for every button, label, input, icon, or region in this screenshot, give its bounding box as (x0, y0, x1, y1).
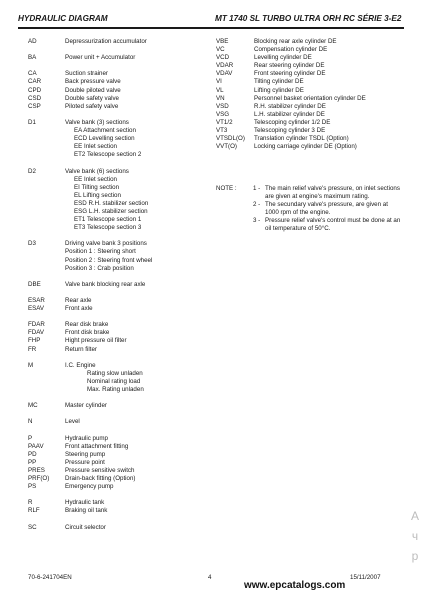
legend-row (28, 151, 208, 159)
legend-description: Rear steering cylinder DE (254, 62, 325, 70)
legend-description: L.H. stabilizer cylinder DE (254, 110, 325, 118)
legend-row (28, 87, 208, 95)
legend-description: EL Lifting section (74, 191, 121, 199)
legend-row (28, 265, 208, 273)
legend-row (216, 78, 406, 86)
legend-description: Locking carriage cylinder DE (Option) (254, 143, 357, 151)
header-rule (18, 27, 404, 29)
legend-row (28, 127, 208, 135)
legend-description: Hight pressure oil filter (65, 337, 127, 345)
legend-code: R (28, 499, 33, 507)
footer-page-number: 4 (208, 574, 212, 581)
legend-description: Telescoping cylinder 3 DE (254, 127, 326, 135)
note-number: 3 - (253, 217, 261, 225)
legend-code: PP (28, 458, 37, 466)
legend-row (28, 135, 208, 143)
legend-row (216, 119, 406, 127)
legend-code: VSD (216, 102, 229, 110)
legend-code (28, 184, 65, 192)
legend-left-column (28, 38, 208, 532)
legend-code: DBE (28, 280, 41, 288)
legend-description: Circuit selector (65, 523, 106, 531)
legend-description: Blocking rear axle cylinder DE (254, 38, 337, 45)
legend-row (28, 176, 208, 184)
legend-description: EA Attachment section (74, 127, 136, 135)
legend-code: FDAR (28, 321, 45, 329)
legend-row (28, 499, 208, 507)
legend-row (28, 329, 208, 337)
legend-row (28, 38, 208, 46)
note-item (253, 201, 403, 217)
legend-code: VVT(O) (216, 143, 237, 151)
spacer (28, 491, 208, 499)
legend-description: Position 3 : Crab position (65, 264, 134, 272)
legend-description: Translation cylinder TSDL (Option) (254, 135, 349, 143)
legend-code: VCD (216, 54, 230, 62)
spacer (28, 159, 208, 167)
legend-description: Nominal rating load (87, 377, 141, 385)
spacer (28, 232, 208, 240)
legend-code (28, 143, 65, 151)
legend-description: Emergency pump (65, 483, 114, 491)
legend-row (216, 38, 406, 46)
legend-description: Valve bank (3) sections (65, 118, 129, 126)
note-number: 2 - (253, 201, 261, 209)
legend-row (28, 216, 208, 224)
legend-description: ESG L.H. stabilizer section (74, 207, 148, 215)
legend-row (28, 297, 208, 305)
legend-row (28, 402, 208, 410)
note-text: The main relief valve's pressure, on inlet sections are given at engine's maximum rating. (265, 185, 400, 201)
footer-date: 15/11/2007 (350, 574, 381, 581)
spacer (28, 354, 208, 362)
legend-code: CPD (28, 86, 42, 94)
legend-code: N (28, 418, 33, 426)
legend-description: Rear axle (65, 297, 92, 304)
legend-row (216, 70, 406, 78)
legend-description: Master cylinder (65, 402, 107, 410)
spacer (28, 289, 208, 297)
legend-row (28, 200, 208, 208)
legend-code: D3 (28, 240, 36, 248)
legend-description: Drain-back fitting (Option) (65, 475, 136, 483)
legend-code: FDAV (28, 329, 45, 337)
legend-row (28, 418, 208, 426)
spacer (28, 62, 208, 70)
spacer (28, 410, 208, 418)
spacer (28, 394, 208, 402)
legend-description: Rear disk brake (65, 321, 109, 329)
legend-row (28, 78, 208, 86)
side-glyphs (409, 506, 421, 566)
legend-code (28, 192, 65, 200)
legend-row (28, 378, 208, 386)
legend-row (216, 135, 406, 143)
legend-description: Lifting cylinder DE (254, 86, 304, 94)
legend-code (28, 216, 65, 224)
legend-row (28, 459, 208, 467)
legend-code: PD (28, 450, 37, 458)
legend-row (216, 95, 406, 103)
legend-code: VDAV (216, 70, 233, 78)
legend-row (28, 240, 208, 248)
watermark-url[interactable]: www.epcatalogs.com (244, 580, 346, 591)
note-label: NOTE : (216, 185, 237, 192)
legend-description: ESD R.H. stabilizer section (74, 199, 149, 207)
legend-description: Return filter (65, 345, 97, 353)
legend-description: Double piloted valve (65, 86, 121, 94)
legend-row (28, 184, 208, 192)
legend-code: VL (216, 86, 224, 94)
legend-code: PRES (28, 466, 45, 474)
legend-description: Front axle (65, 305, 93, 313)
note-text: The secundary valve's pressure, are given at 1000 rpm of the engine. (265, 201, 388, 217)
note-number: 1 - (253, 185, 261, 192)
legend-description: EE Inlet section (74, 143, 117, 151)
legend-code: VT1/2 (216, 118, 233, 126)
legend-description: ET2 Telescope section 2 (74, 151, 142, 159)
legend-row (216, 87, 406, 95)
legend-description: Depressurization accumulator (65, 38, 147, 45)
legend-code: VTSDL(O) (216, 135, 245, 143)
legend-row (28, 224, 208, 232)
legend-row (28, 248, 208, 256)
legend-code: PRF(O) (28, 475, 50, 483)
legend-row (28, 103, 208, 111)
legend-row (28, 305, 208, 313)
legend-row (28, 143, 208, 151)
legend-row (28, 192, 208, 200)
legend-row (28, 370, 208, 378)
legend-description: R.H. stabilizer cylinder DE (254, 102, 326, 110)
legend-row (216, 46, 406, 54)
legend-description: Telescoping cylinder 1/2 DE (254, 118, 331, 126)
legend-code (28, 151, 65, 159)
legend-description: Valve bank (6) sections (65, 167, 129, 175)
legend-row (28, 435, 208, 443)
legend-code (28, 370, 65, 378)
legend-code: CA (28, 70, 37, 78)
legend-code (28, 208, 65, 216)
legend-description: Hydraulic pump (65, 434, 108, 442)
legend-row (28, 321, 208, 329)
header-title: HYDRAULIC DIAGRAM (18, 14, 108, 23)
spacer (28, 111, 208, 119)
legend-code: CSP (28, 102, 41, 110)
legend-description: Front attachment fitting (65, 442, 129, 450)
legend-description: EE Inlet section (74, 175, 117, 183)
legend-description: Level (65, 418, 80, 426)
legend-description: ET3 Telescope section 3 (74, 224, 142, 232)
legend-description: Driving valve bank 3 positions (65, 240, 147, 248)
legend-code: ESAR (28, 297, 45, 304)
legend-row (28, 507, 208, 515)
legend-row (216, 62, 406, 70)
legend-row (28, 257, 208, 265)
legend-row (216, 103, 406, 111)
side-glyph: ч (411, 529, 419, 543)
legend-code (28, 265, 65, 273)
legend-row (216, 127, 406, 135)
legend-description: Back pressure valve (65, 78, 121, 86)
legend-code: VN (216, 94, 225, 102)
legend-code: PS (28, 483, 37, 491)
legend-row (28, 346, 208, 354)
legend-row (28, 168, 208, 176)
footer-doc-number: 70-6-241704EN (28, 574, 72, 581)
legend-code (28, 378, 65, 386)
legend-code: VSG (216, 110, 230, 118)
legend-row (28, 451, 208, 459)
spacer (28, 46, 208, 54)
legend-code: CSD (28, 94, 42, 102)
legend-code (28, 127, 65, 135)
legend-code (28, 257, 65, 265)
spacer (28, 516, 208, 524)
legend-code: VT3 (216, 127, 228, 135)
legend-description: Position 2 : Steering front wheel (65, 256, 153, 264)
legend-description: Piloted safety valve (65, 102, 119, 110)
legend-description: Power unit + Accumulator (65, 54, 136, 62)
legend-code: VC (216, 46, 225, 54)
legend-description: Compensation cylinder DE (254, 46, 328, 54)
legend-code: SC (28, 523, 37, 531)
spacer (28, 313, 208, 321)
legend-code: ESAV (28, 305, 45, 313)
legend-code: D2 (28, 167, 36, 175)
legend-code (28, 135, 65, 143)
legend-description: I.C. Engine (65, 361, 96, 369)
legend-description: Double safety valve (65, 94, 119, 102)
legend-code: VI (216, 78, 222, 86)
side-glyph: р (411, 549, 419, 563)
legend-code: AD (28, 38, 37, 45)
legend-description: Max. Rating unladen (87, 386, 144, 394)
legend-description: Rating slow unladen (87, 369, 143, 377)
note-text: Pressure relief valve's control must be done at an oil temperature of 50°C. (265, 217, 401, 233)
legend-row (28, 524, 208, 532)
legend-row (28, 70, 208, 78)
legend-description: Hydraulic tank (65, 499, 105, 507)
legend-row (28, 475, 208, 483)
spacer (28, 427, 208, 435)
legend-code: CAR (28, 78, 42, 86)
legend-description: Suction strainer (65, 70, 108, 78)
legend-row (28, 208, 208, 216)
legend-row (28, 386, 208, 394)
note-item (253, 217, 403, 233)
legend-code (28, 248, 65, 256)
legend-row (28, 362, 208, 370)
legend-description: Personnel basket orientation cylinder DE (254, 94, 366, 102)
legend-code: BA (28, 54, 37, 62)
legend-code: M (28, 361, 34, 369)
spacer (28, 273, 208, 281)
legend-code: RLF (28, 507, 40, 515)
legend-row (28, 483, 208, 491)
legend-row (216, 111, 406, 119)
legend-description: Position 1 : Steering short (65, 248, 136, 256)
legend-row (28, 281, 208, 289)
legend-row (28, 119, 208, 127)
legend-code: VDAR (216, 62, 234, 70)
legend-description: Pressure point (65, 458, 105, 466)
legend-description: Levelling cylinder DE (254, 54, 312, 62)
legend-description: EI Tilting section (74, 183, 120, 191)
legend-code: P (28, 434, 33, 442)
legend-description: Pressure sensitive switch (65, 466, 135, 474)
legend-code: PAAV (28, 442, 44, 450)
legend-code: MC (28, 402, 38, 410)
legend-code (28, 200, 65, 208)
legend-row (28, 95, 208, 103)
legend-row (28, 337, 208, 345)
legend-code: D1 (28, 118, 36, 126)
legend-code: FHP (28, 337, 41, 345)
header-model: MT 1740 SL TURBO ULTRA ORH RC SÉRIE 3-E2 (215, 14, 402, 23)
note-item (253, 185, 403, 201)
legend-row (216, 54, 406, 62)
legend-row (216, 143, 406, 151)
legend-code (28, 224, 65, 232)
legend-right-column (216, 38, 406, 151)
legend-code: FR (28, 345, 37, 353)
note-items (253, 185, 403, 234)
legend-row (28, 443, 208, 451)
legend-description: ET1 Telescope section 1 (74, 216, 142, 224)
legend-description: Braking oil tank (65, 507, 108, 515)
legend-code (28, 386, 65, 394)
legend-row (28, 467, 208, 475)
legend-description: ECD Levelling section (74, 135, 135, 143)
legend-description: Tilting cylinder DE (254, 78, 304, 86)
legend-description: Front steering cylinder DE (254, 70, 326, 78)
legend-description: Front disk brake (65, 329, 110, 337)
legend-code: VBE (216, 38, 229, 45)
legend-row (28, 54, 208, 62)
legend-code (28, 176, 65, 184)
legend-description: Valve bank blocking rear axle (65, 280, 146, 288)
side-glyph: А (410, 509, 419, 523)
legend-description: Steering pump (65, 450, 106, 458)
